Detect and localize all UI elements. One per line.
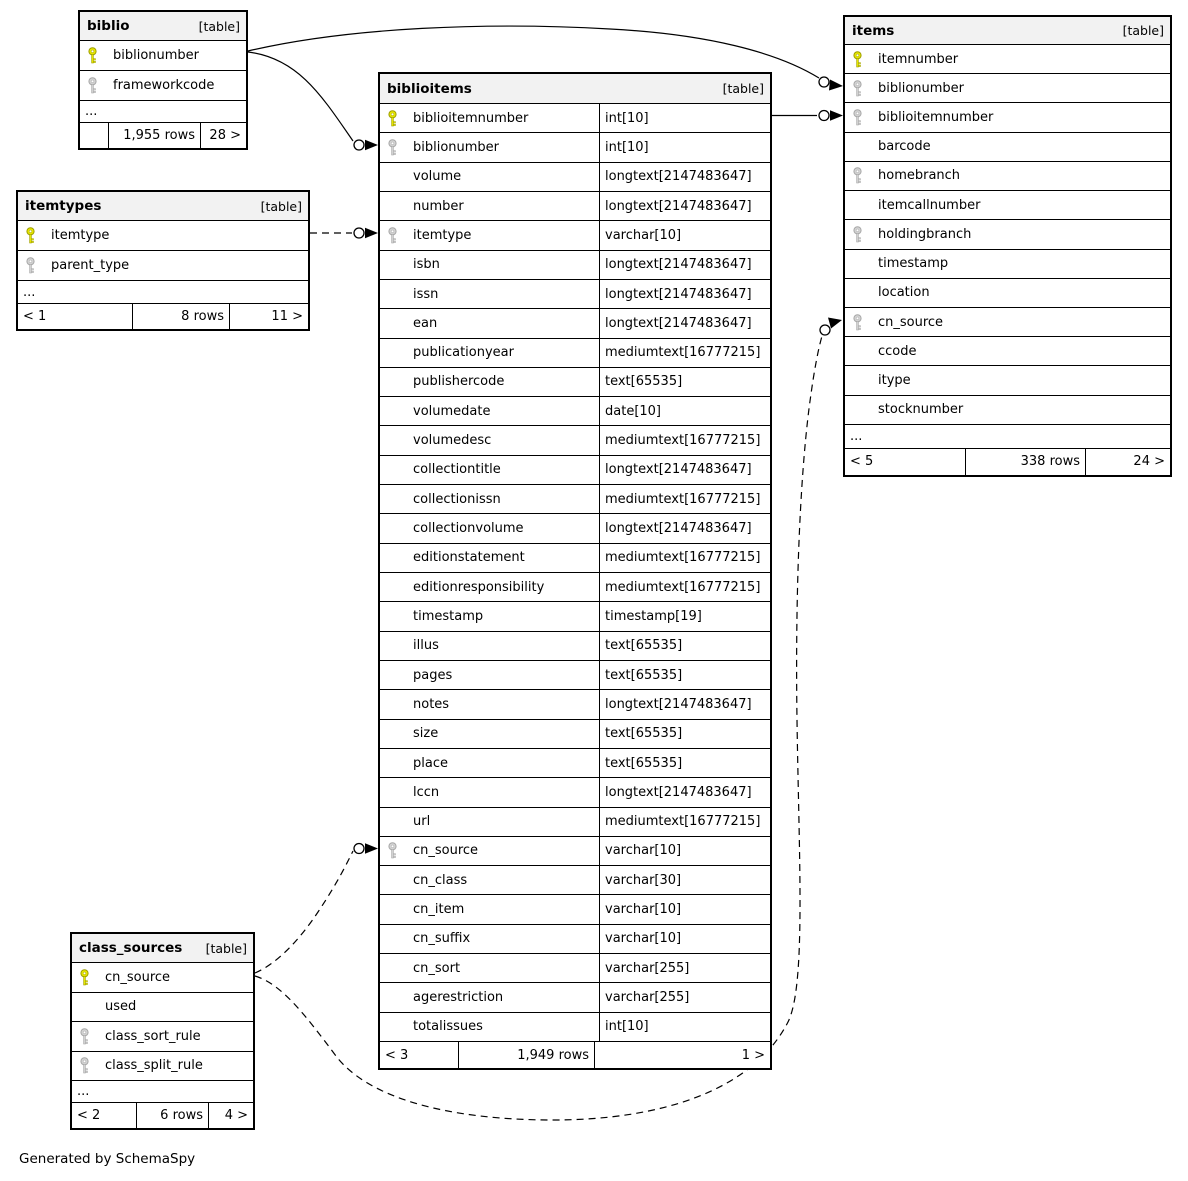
column-name: ccode [878,343,917,359]
primary-key-icon [18,227,44,244]
column-name: itemcallnumber [878,197,981,213]
column-row-timestamp[interactable] [845,249,1170,278]
column-row-biblionumber[interactable] [845,73,1170,102]
table-biblio [78,10,248,150]
column-name: place [413,755,448,771]
column-name: biblionumber [413,139,500,155]
arrowhead-icon [828,318,842,329]
column-type: text[65535] [599,661,770,689]
column-type: longtext[2147483647] [599,456,770,484]
column-name: illus [413,638,439,654]
column-name: cn_class [413,872,468,888]
column-name: class_sort_rule [105,1028,201,1044]
column-row-ean[interactable] [380,308,770,337]
foreign-key-icon [380,227,406,244]
column-name: cn_suffix [413,931,471,947]
column-type: varchar[10] [599,837,770,865]
column-row-ccode[interactable] [845,336,1170,365]
table-header[interactable] [80,12,246,40]
column-type: text[65535] [599,749,770,777]
column-row-notes[interactable] [380,689,770,718]
column-row-itype[interactable] [845,365,1170,394]
arrowhead-icon [365,843,378,853]
column-row-homebranch[interactable] [845,161,1170,190]
table-itemtypes [16,190,310,331]
foreign-key-icon [72,1057,98,1074]
column-row-timestamp[interactable] [380,601,770,630]
table-class-sources [70,932,255,1130]
column-row-itemcallnumber[interactable] [845,190,1170,219]
column-name: stocknumber [878,402,964,418]
column-row-cn_sort[interactable] [380,953,770,982]
column-name: cn_item [413,902,465,918]
column-type: varchar[255] [599,983,770,1011]
arrowhead-icon [365,140,378,150]
table-header[interactable] [845,17,1170,44]
column-type: varchar[10] [599,925,770,953]
table-type-tag: [table] [260,198,302,214]
footer-row-count: 338 rows [965,449,1085,475]
column-type: mediumtext[16777215] [599,808,770,836]
table-footer [18,303,308,329]
column-row-cn_source[interactable] [845,307,1170,336]
footer-parents-count: 28 > [200,123,246,148]
arrowhead-icon [829,80,843,91]
column-row-illus[interactable] [380,631,770,660]
foreign-key-icon [380,842,406,859]
ellipsis-row [18,280,308,303]
ellipsis-label: ... [85,104,98,119]
footer-row-count: 1,955 rows [108,123,200,148]
column-row-isbn[interactable] [380,250,770,279]
column-name: pages [413,667,453,683]
column-name: totalissues [413,1019,483,1035]
cardinality-circle [354,844,364,854]
table-items [843,15,1172,477]
column-row-used[interactable] [72,992,253,1022]
foreign-key-icon [845,226,871,243]
table-footer [845,448,1170,475]
column-type: text[65535] [599,368,770,396]
column-name: barcode [878,139,931,155]
column-row-editionstatement[interactable] [380,543,770,572]
primary-key-icon [80,47,106,64]
primary-key-icon [845,51,871,68]
column-row-collectiontitle[interactable] [380,455,770,484]
table-type-tag: [table] [205,940,247,956]
column-name: timestamp [413,608,484,624]
column-row-class_sort_rule[interactable] [72,1021,253,1051]
column-name: biblionumber [113,48,200,63]
foreign-key-icon [72,1028,98,1045]
footer-children-count: < 3 [385,1047,409,1063]
column-type: mediumtext[16777215] [599,339,770,367]
column-row-parent_type[interactable] [18,250,308,280]
column-name: number [413,198,464,214]
column-row-lccn[interactable] [380,777,770,806]
column-row-volume[interactable] [380,162,770,191]
table-name: class_sources [79,940,183,956]
column-row-collectionvolume[interactable] [380,513,770,542]
footer-children-count: < 1 [23,309,47,324]
column-row-barcode[interactable] [845,132,1170,161]
foreign-key-icon [380,139,406,156]
foreign-key-icon [845,80,871,97]
column-type: mediumtext[16777215] [599,573,770,601]
table-name: itemtypes [25,198,102,214]
table-name: items [852,22,895,39]
column-row-cn_suffix[interactable] [380,924,770,953]
generated-by-label: Generated by SchemaSpy [19,1151,196,1167]
column-name: url [413,814,431,830]
column-type: date[10] [599,397,770,425]
footer-parents-count: 1 > [594,1042,770,1068]
column-type: longtext[2147483647] [599,251,770,279]
column-row-cn_item[interactable] [380,894,770,923]
column-type: mediumtext[16777215] [599,544,770,572]
column-name: timestamp [878,256,949,272]
column-name: biblioitemnumber [878,110,994,126]
column-row-pages[interactable] [380,660,770,689]
column-type: longtext[2147483647] [599,309,770,337]
ellipsis-row [80,100,246,122]
footer-row-count: 6 rows [136,1103,208,1128]
arrowhead-icon [365,228,378,238]
column-type: varchar[10] [599,895,770,923]
column-type: varchar[255] [599,954,770,982]
column-type: longtext[2147483647] [599,280,770,308]
column-name: publicationyear [413,345,514,361]
column-name: editionresponsibility [413,579,545,595]
column-name: cn_source [878,314,944,330]
column-name: parent_type [51,258,130,273]
column-name: biblioitemnumber [413,110,529,126]
column-name: size [413,726,439,742]
cardinality-circle [820,325,830,335]
column-type: longtext[2147483647] [599,690,770,718]
ellipsis-label: ... [77,1084,90,1099]
table-header[interactable] [72,934,253,962]
column-type: int[10] [599,104,770,132]
column-row-cn_class[interactable] [380,865,770,894]
column-name: volumedate [413,403,491,419]
column-row-holdingbranch[interactable] [845,219,1170,248]
cardinality-circle [819,111,829,121]
column-row-cn_source[interactable] [72,962,253,992]
column-type: text[65535] [599,720,770,748]
column-row-biblionumber[interactable] [80,40,246,70]
column-row-totalissues[interactable] [380,1012,770,1041]
table-type-tag: [table] [198,18,240,34]
column-name: publishercode [413,374,505,390]
foreign-key-icon [845,167,871,184]
column-name: collectionissn [413,491,501,507]
arrowhead-icon [830,110,843,120]
table-footer [80,122,246,148]
column-row-location[interactable] [845,278,1170,307]
column-row-volumedate[interactable] [380,396,770,425]
cardinality-circle [354,140,364,150]
footer-parents-count: 24 > [1085,449,1170,475]
table-footer [72,1102,253,1128]
ellipsis-row [845,424,1170,448]
column-row-agerestriction[interactable] [380,982,770,1011]
column-name: collectiontitle [413,462,501,478]
column-name: itype [878,373,911,389]
column-name: isbn [413,257,440,273]
foreign-key-icon [80,77,106,94]
column-row-stocknumber[interactable] [845,395,1170,424]
column-type: int[10] [599,1013,770,1041]
column-name: notes [413,696,450,712]
table-header[interactable] [380,74,770,103]
column-row-publishercode[interactable] [380,367,770,396]
column-type: mediumtext[16777215] [599,485,770,513]
column-type: varchar[30] [599,866,770,894]
column-name: homebranch [878,168,961,184]
column-type: longtext[2147483647] [599,778,770,806]
column-name: itemtype [51,228,110,243]
column-name: cn_source [413,843,479,859]
column-name: location [878,285,930,301]
column-type: timestamp[19] [599,602,770,630]
column-name: biblionumber [878,80,965,96]
column-name: cn_source [105,969,171,985]
column-row-number[interactable] [380,191,770,220]
column-row-class_split_rule[interactable] [72,1051,253,1081]
column-row-url[interactable] [380,807,770,836]
footer-parents-count: 11 > [229,304,308,329]
ellipsis-label: ... [850,428,863,444]
footer-row-count: 8 rows [132,304,229,329]
column-row-collectionissn[interactable] [380,484,770,513]
table-header[interactable] [18,192,308,220]
column-name: holdingbranch [878,226,972,242]
column-name: agerestriction [413,990,504,1006]
column-row-biblionumber[interactable] [380,132,770,161]
column-row-itemtype[interactable] [18,220,308,250]
foreign-key-icon [18,257,44,274]
column-type: mediumtext[16777215] [599,426,770,454]
column-name: lccn [413,784,440,800]
column-row-volumedesc[interactable] [380,425,770,454]
footer-children-count: < 2 [77,1108,101,1123]
cardinality-circle [819,77,829,87]
table-name: biblio [87,18,130,34]
table-footer [380,1041,770,1068]
column-name: itemnumber [878,51,959,67]
column-row-publicationyear[interactable] [380,338,770,367]
column-name: itemtype [413,227,472,243]
footer-children-count: < 5 [850,454,874,470]
foreign-key-icon [845,109,871,126]
relationship-itemtypes-biblioitems [310,228,378,238]
column-name: frameworkcode [113,78,215,93]
column-type: text[65535] [599,632,770,660]
column-name: used [105,999,137,1015]
footer-row-count: 1,949 rows [458,1042,594,1068]
column-row-biblioitemnumber[interactable] [845,102,1170,131]
column-row-place[interactable] [380,748,770,777]
column-name: collectionvolume [413,521,524,537]
table-biblioitems [378,72,772,1070]
column-type: int[10] [599,133,770,161]
column-type: longtext[2147483647] [599,192,770,220]
column-name: ean [413,315,438,331]
foreign-key-icon [845,314,871,331]
column-name: volumedesc [413,433,492,449]
primary-key-icon [72,969,98,986]
column-name: issn [413,286,439,302]
column-type: varchar[10] [599,221,770,249]
column-row-frameworkcode[interactable] [80,70,246,100]
ellipsis-row [72,1080,253,1102]
column-name: editionstatement [413,550,525,566]
column-row-cn_source[interactable] [380,836,770,865]
column-name: class_split_rule [105,1058,203,1074]
table-type-tag: [table] [722,81,764,96]
ellipsis-label: ... [23,284,36,300]
relationship-biblio-biblioitems [248,52,378,150]
footer-children-count [80,123,108,148]
relationship-class-sources-biblioitems [255,843,378,973]
table-type-tag: [table] [1122,23,1164,38]
primary-key-icon [380,110,406,127]
column-row-size[interactable] [380,719,770,748]
column-row-itemnumber[interactable] [845,44,1170,73]
column-type: longtext[2147483647] [599,514,770,542]
table-name: biblioitems [387,80,472,97]
column-row-itemtype[interactable] [380,220,770,249]
column-row-issn[interactable] [380,279,770,308]
relationship-biblioitems-items [772,110,843,120]
column-type: longtext[2147483647] [599,163,770,191]
footer-parents-count: 4 > [208,1103,253,1128]
cardinality-circle [354,228,364,238]
column-name: volume [413,169,462,185]
column-row-editionresponsibility[interactable] [380,572,770,601]
column-row-biblioitemnumber[interactable] [380,103,770,132]
column-name: cn_sort [413,960,461,976]
